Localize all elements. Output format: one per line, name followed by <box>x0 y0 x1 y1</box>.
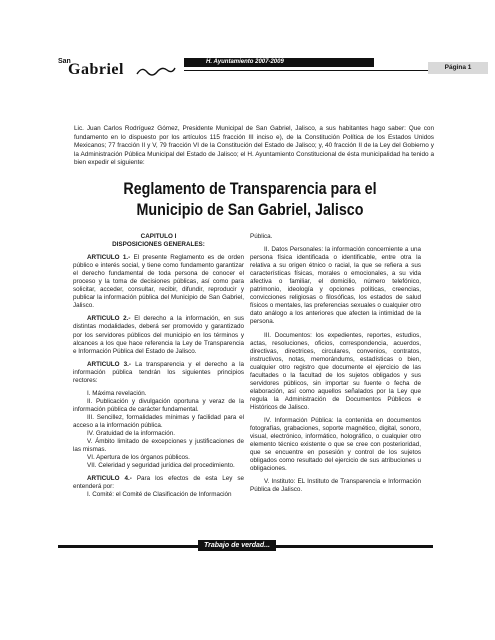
definition-item: III. Documentos: los expedientes, reportes, estudios, actas, resoluciones, oficios, correspondencia, acuerdos, directivas, directrices, circulares, convenios, contratos, instructivos, notas, memorándums, estadísticas o bien, cualquier otro registro que documente el ejercicio de las facultades o la facultad de los sujetos obligados y sus servidores públicos, sin importar su fuente o fecha de elaboración, así como aquellos señalados por la Ley que regula la Administración de Documentos Públicos e Históricos de Jalisco. <box>250 331 421 411</box>
logo-san-text: San <box>58 58 71 65</box>
intro-paragraph: Lic. Juan Carlos Rodríguez Gómez, Presidente Municipal de San Gabriel, Jalisco, a sus habitantes hago saber: Que con fundamento en lo dispuesto por los artículos 115 fracción III inciso e), de la Constitución Política de los Estados Unidos Mexicanos; 77 fracción II y V, 79 fracción VI de la Constitución del Estado de Jalisco; y, 40 fracción II de la Ley del Gobierno y la Administración Pública Municipal del Estado de Jalisco; el H. Ayuntamiento Constitucional de ésta municipalidad ha tenido a bien expedir el siguiente: <box>74 125 434 167</box>
principle-item: VI. Apertura de los órganos públicos. <box>87 454 190 462</box>
article-1-label: ARTICULO 1.- <box>87 254 131 262</box>
definition-item: V. Instituto: EL Instituto de Transparencia e Información Pública de Jalisco. <box>250 478 421 494</box>
definition-item: IV. Información Pública: la contenida en documentos fotografías, grabaciones, soporte magnético, digital, sonoro, visual, electrónico, informático, holográfico, o cualquier otro elemento técnico existente o que se cree con posterioridad, que se encuentre en posesión y control de los sujetos obligados como resultado del ejercicio de sus atribuciones u obligaciones. <box>250 416 421 473</box>
definition-continuation: Pública. <box>250 233 273 240</box>
principle-item: I. Máxima revelación. <box>87 389 147 397</box>
page-header <box>58 58 472 80</box>
article-1 <box>73 254 244 310</box>
article-4-label: ARTICULO 4.- <box>87 475 132 483</box>
left-column <box>73 233 244 499</box>
logo-gabriel-text: Gabriel <box>68 61 124 78</box>
article-4-text: Para los efectos de esta Ley se entenderá por: <box>73 475 244 491</box>
article-2-text: El derecho a la información, en sus distintas modalidades, deberá ser promovido y garantizado por los servidores públicos del municipio en los términos y alcances a los que hace referencia la Ley de Transparencia e Información Pública del Estado de Jalisco. <box>73 315 244 355</box>
definition-item: II. Datos Personales: la información concerniente a una persona física identificada o identificable, entre otra la relativa a su origen étnico o racial, la que se refiera a sus características físicas, morales o emocionales, a su vida afectiva o familiar, el domicilio, número telefónico, patrimonio, ideología y opciones políticas, creencias, convicciones religiosas o filosóficas, los estados de salud físicos o mentales, las preferencias sexuales o cualquier otro dato análogo a los anteriores que afecten la intimidad de la persona. <box>250 246 421 326</box>
article-2-label: ARTICULO 2.- <box>87 315 131 323</box>
ayuntamiento-banner <box>184 58 374 67</box>
title-line-2: Municipio de San Gabriel, Jalisco <box>136 200 364 219</box>
right-column <box>250 233 421 494</box>
article-3-text: La transparencia y el derecho a la información pública tendrán los siguientes principios rectores: <box>73 360 244 384</box>
principle-item: III. Sencillez, formalidades mínimas y facilidad para el acceso a la información pública. <box>73 413 244 429</box>
chapter-subheading: DISPOSICIONES GENERALES: <box>112 241 205 249</box>
principle-item: II. Publicación y divulgación oportuna y veraz de la información pública de carácter fundamental. <box>73 397 244 413</box>
swirl-ornament-icon <box>136 65 176 77</box>
principle-item: V. Ámbito limitado de excepciones y justificaciones de las mismas. <box>73 438 244 454</box>
page-footer <box>58 541 433 551</box>
footer-slogan: Trabajo de verdad... <box>198 540 276 551</box>
ayuntamiento-text: H. Ayuntamiento 2007-2009 <box>206 59 284 65</box>
article-3 <box>73 361 244 385</box>
article-1-text: El presente Reglamento es de orden público e interés social, y tiene como fundamento garantizar el derecho fundamental de toda persona de conocer el proceso y la toma de decisiones públicas, así como para solicitar, acceder, consultar, recibir, difundir, reproducir y publicar la información pública del Municipio de San Gabriel, Jalisco. <box>73 254 244 310</box>
article-3-label: ARTICULO 3.- <box>87 360 131 368</box>
principle-item: IV. Gratuidad de la información. <box>87 430 175 438</box>
principle-item: VII. Celeridad y seguridad jurídica del procedimiento. <box>87 462 235 470</box>
article-2 <box>73 315 244 355</box>
chapter-heading: CAPITULO I <box>140 233 177 240</box>
document-title <box>99 178 401 220</box>
article-4 <box>73 475 244 491</box>
definition-item: I. Comité: el Comité de Clasificación de Información <box>87 491 232 499</box>
title-line-1: Reglamento de Transparencia para el <box>123 179 377 198</box>
page-number-badge: Página 1 <box>428 62 488 74</box>
